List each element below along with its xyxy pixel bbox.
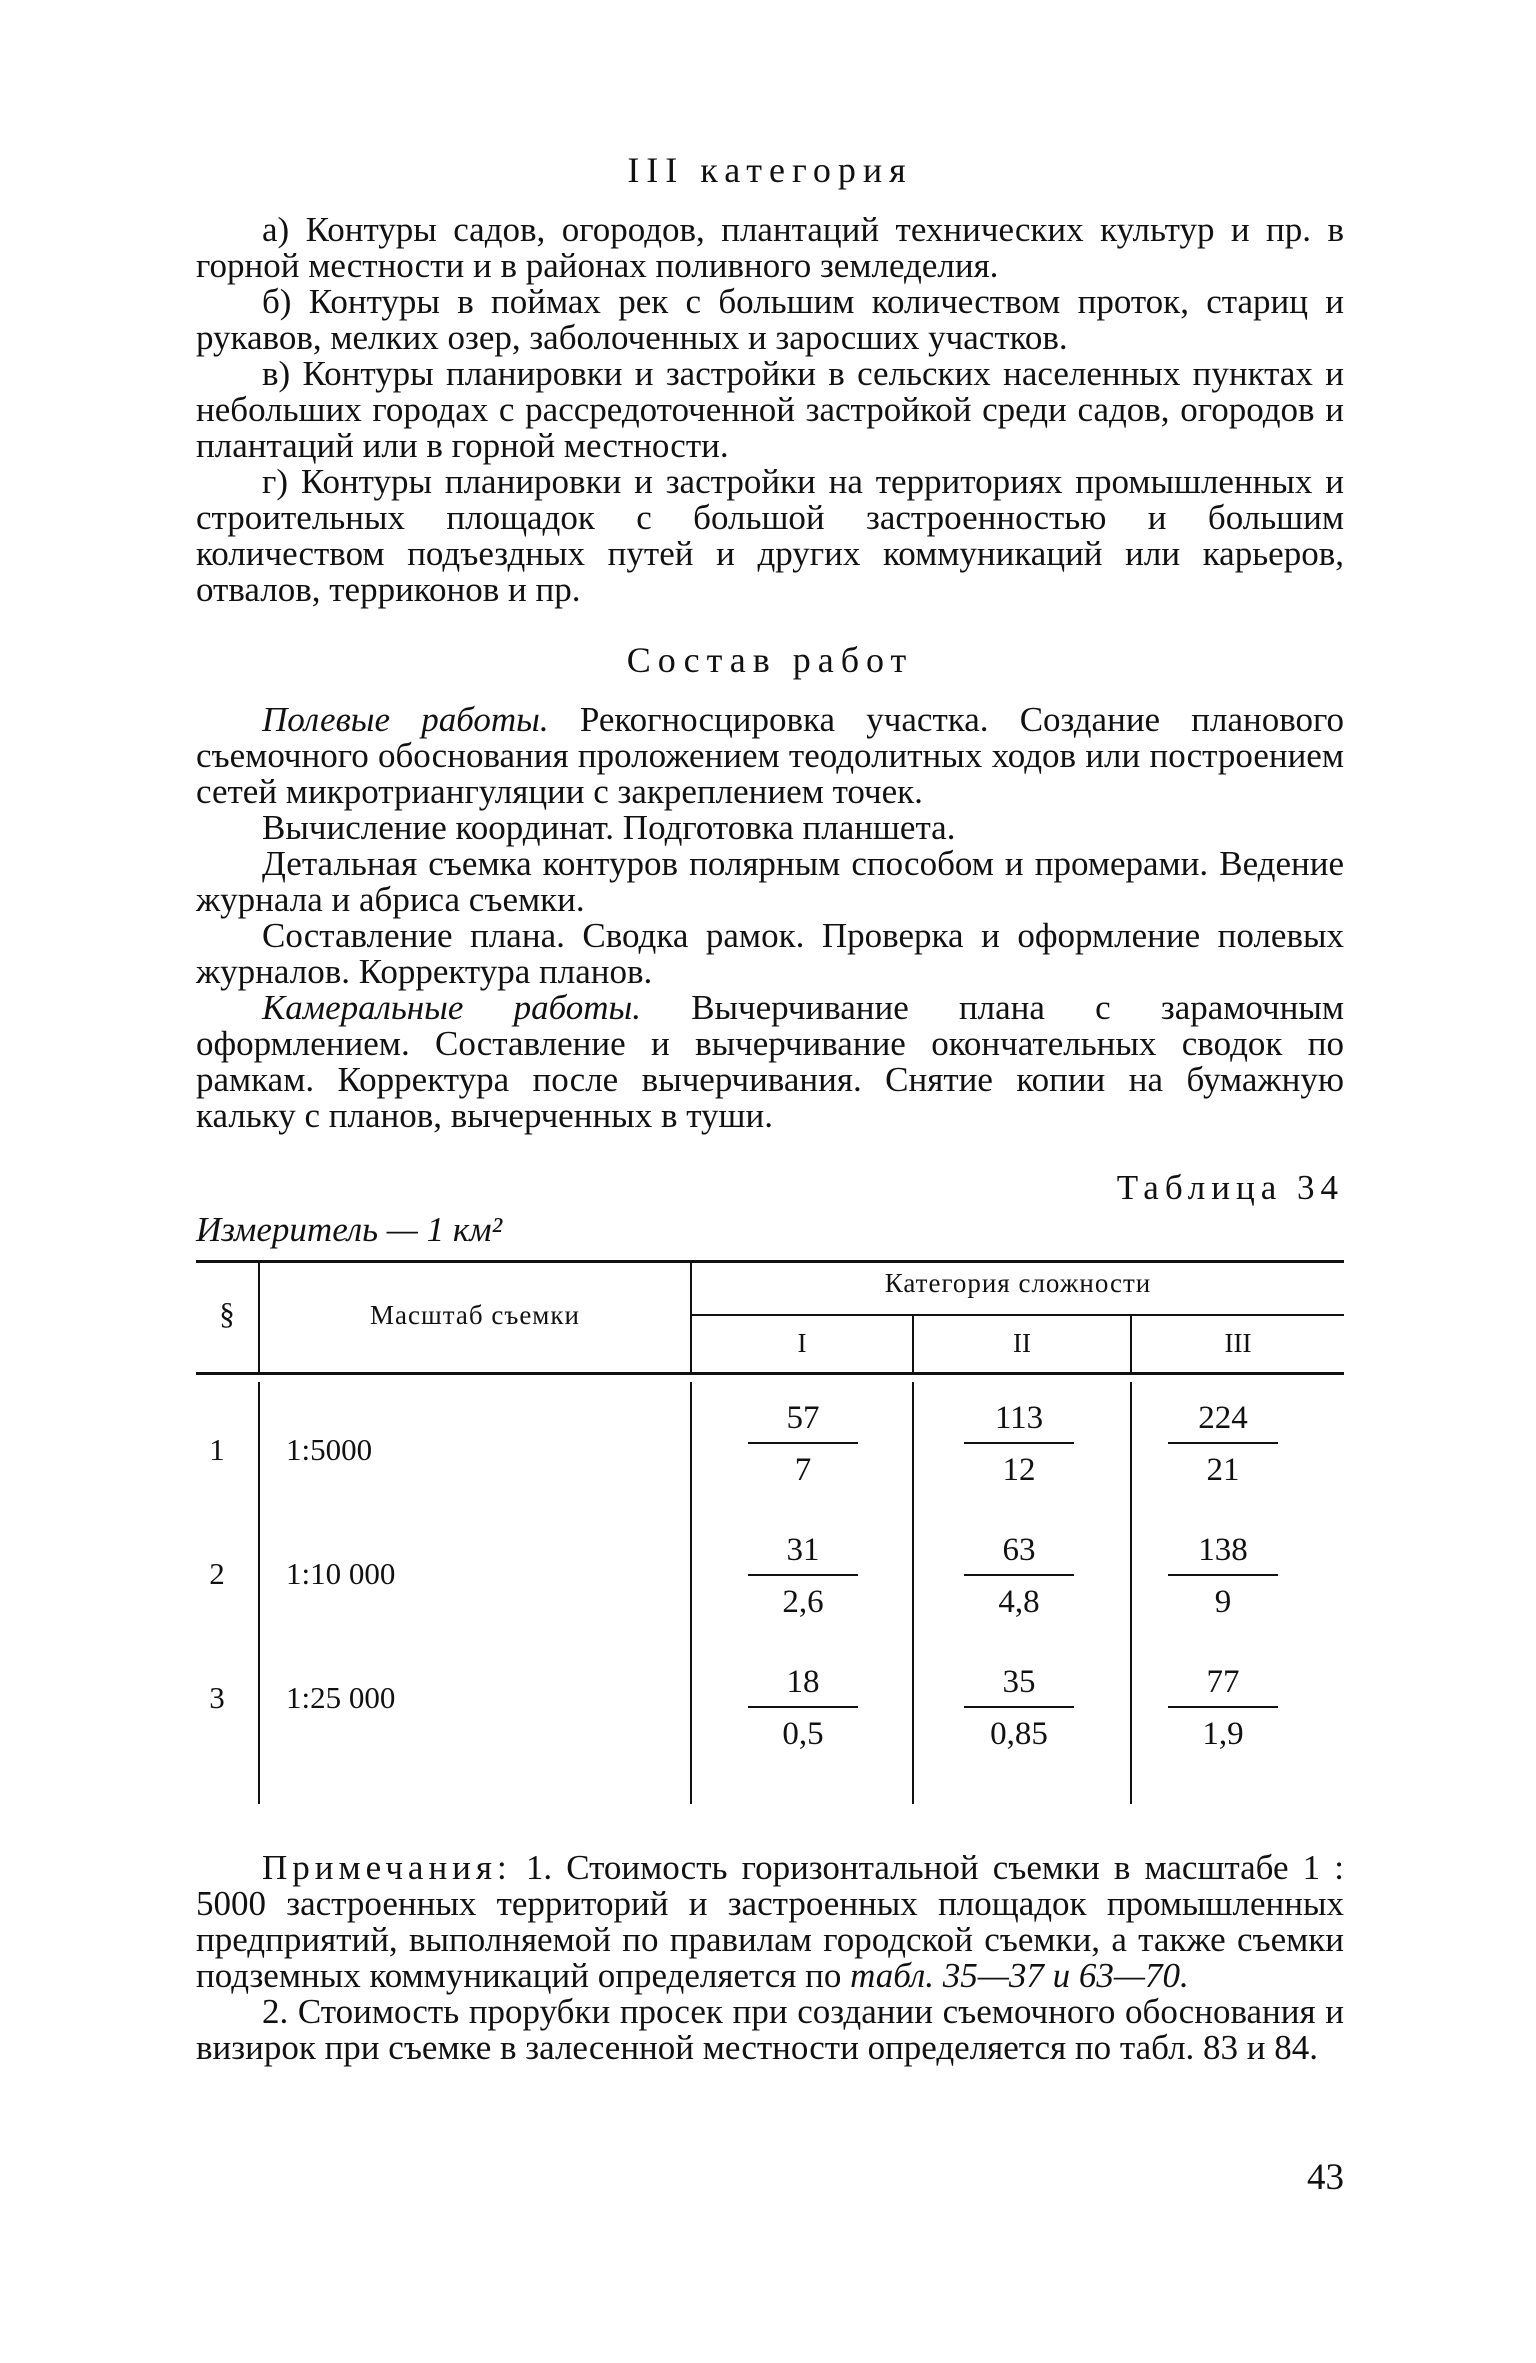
category-item-d: г) Контуры планировки и застройки на территориях промышленных и строительных площадок с большой застроенностью и большим количеством подъездных путей и других коммуникаций или карьеров, отвалов, терриконов и пр. [196,462,1344,609]
row-2-cat-1-labor: 2,6 [782,1584,824,1620]
row-2-cat-3 [1168,1530,1278,1622]
category-item-a: а) Контуры садов, огородов, плантаций технических культур и пр. в горной местности и в районах поливного земледелия. [196,210,1344,285]
row-1-cat-2-cost: 113 [994,1400,1044,1436]
row-3-number: 3 [209,1680,225,1715]
row-3-cat-1-cost: 18 [786,1664,820,1700]
row-3-cat-3-labor: 1,9 [1202,1716,1244,1752]
row-1-cat-1 [748,1398,858,1490]
table-caption [196,1168,1344,1252]
row-3-scale: 1:25 000 [286,1680,396,1715]
row-1-scale: 1:5000 [286,1432,373,1467]
table-measure: Измеритель — 1 км² [196,1210,503,1249]
row-3-cat-2-cost: 35 [1002,1664,1036,1700]
row-3-cat-3-cost: 77 [1206,1664,1240,1700]
note-1 [196,1850,1344,1994]
note-1-ref: табл. 35—37 и 63—70. [850,1956,1189,1995]
row-1-cat-1-labor: 7 [794,1452,812,1488]
work-paragraph-4: Составление плана. Сводка рамок. Проверка и оформление полевых журналов. Корректура планов. [196,916,1344,991]
note-2: 2. Стоимость прорубки просек при создании съемочного обоснования и визирок при съемке в залесенной местности определяется по табл. 83 и 84. [196,1992,1344,2067]
office-work-paragraph [196,990,1344,1134]
office-work-text: Вычерчивание плана с зарамочным оформлением. Составление и вычерчивание окончательных сводок по рамкам. Корректура после вычерчивания. Снятие копии на бумажную кальку с планов, вычерченных в туши. [196,988,1344,1135]
category-header-2: II [1013,1328,1031,1358]
row-2-cat-1-cost: 31 [786,1532,820,1568]
row-3-cat-2-labor: 0,85 [990,1716,1048,1752]
section-title: III категория [627,150,913,190]
field-work-label: Полевые работы. [262,700,549,739]
notes-label: Примечания: [262,1848,512,1887]
work-title: Состав работ [626,640,914,680]
table-number: Таблица 34 [1116,1168,1344,1207]
notes [196,1850,1344,2066]
row-3-cat-1 [748,1662,858,1754]
row-2-cat-2-labor: 4,8 [998,1584,1040,1620]
row-2-scale: 1:10 000 [286,1556,396,1591]
category-item-b: б) Контуры в поймах рек с большим количеством проток, стариц и рукавов, мелких озер, заболоченных и заросших участков. [196,282,1344,357]
col-scale-header: Масштаб съемки [370,1300,580,1330]
category-header-3: III [1224,1328,1252,1358]
cost-table [196,1260,1344,1810]
row-2-cat-2 [964,1530,1074,1622]
col-category-header: Категория сложности [884,1268,1152,1298]
row-3-cat-3 [1168,1662,1278,1754]
work-paragraph-3: Детальная съемка контуров полярным способом и промерами. Ведение журнала и абриса съемки. [196,844,1344,919]
note-1-text: 1. Стоимость горизонтальной съемки в масштабе 1 : 5000 застроенных территорий и застроенных площадок промышленных предприятий, выполняемой по правилам городской съемки, а также съемки подземных коммуникаций определяется по [196,1848,1344,1995]
row-1-cat-3-cost: 224 [1198,1400,1248,1436]
field-work-paragraph [196,702,1344,810]
row-1-cat-2-labor: 12 [1002,1452,1036,1488]
page-number: 43 [1307,2157,1344,2198]
office-work-label: Камеральные работы. [262,988,641,1027]
row-2-cat-1 [748,1530,858,1622]
row-3-cat-1-labor: 0,5 [782,1716,824,1752]
row-2-number: 2 [209,1556,225,1591]
field-work-text: Рекогносцировка участка. Создание планового съемочного обоснования проложением теодолитных ходов или построением сетей микротриангуляции с закреплением точек. [196,700,1345,811]
row-2-cat-3-cost: 138 [1198,1532,1248,1568]
category-header-1: I [797,1328,807,1358]
row-1-cat-3-labor: 21 [1206,1452,1240,1488]
row-1-number: 1 [209,1432,225,1467]
row-2-cat-3-labor: 9 [1214,1584,1232,1620]
row-3-cat-2 [964,1662,1074,1754]
category-item-c: в) Контуры планировки и застройки в сельских населенных пунктах и небольших городах с рассредоточенной застройкой среди садов, огородов и плантаций или в горной местности. [196,354,1344,465]
row-2-cat-2-cost: 63 [1002,1532,1036,1568]
document-page [196,150,1344,2066]
row-1-cat-1-cost: 57 [786,1400,820,1436]
col-section-header: § [219,1296,235,1331]
row-1-cat-3 [1168,1398,1278,1490]
row-1-cat-2 [964,1398,1074,1490]
work-paragraph-2: Вычисление координат. Подготовка планшета. [262,808,956,847]
